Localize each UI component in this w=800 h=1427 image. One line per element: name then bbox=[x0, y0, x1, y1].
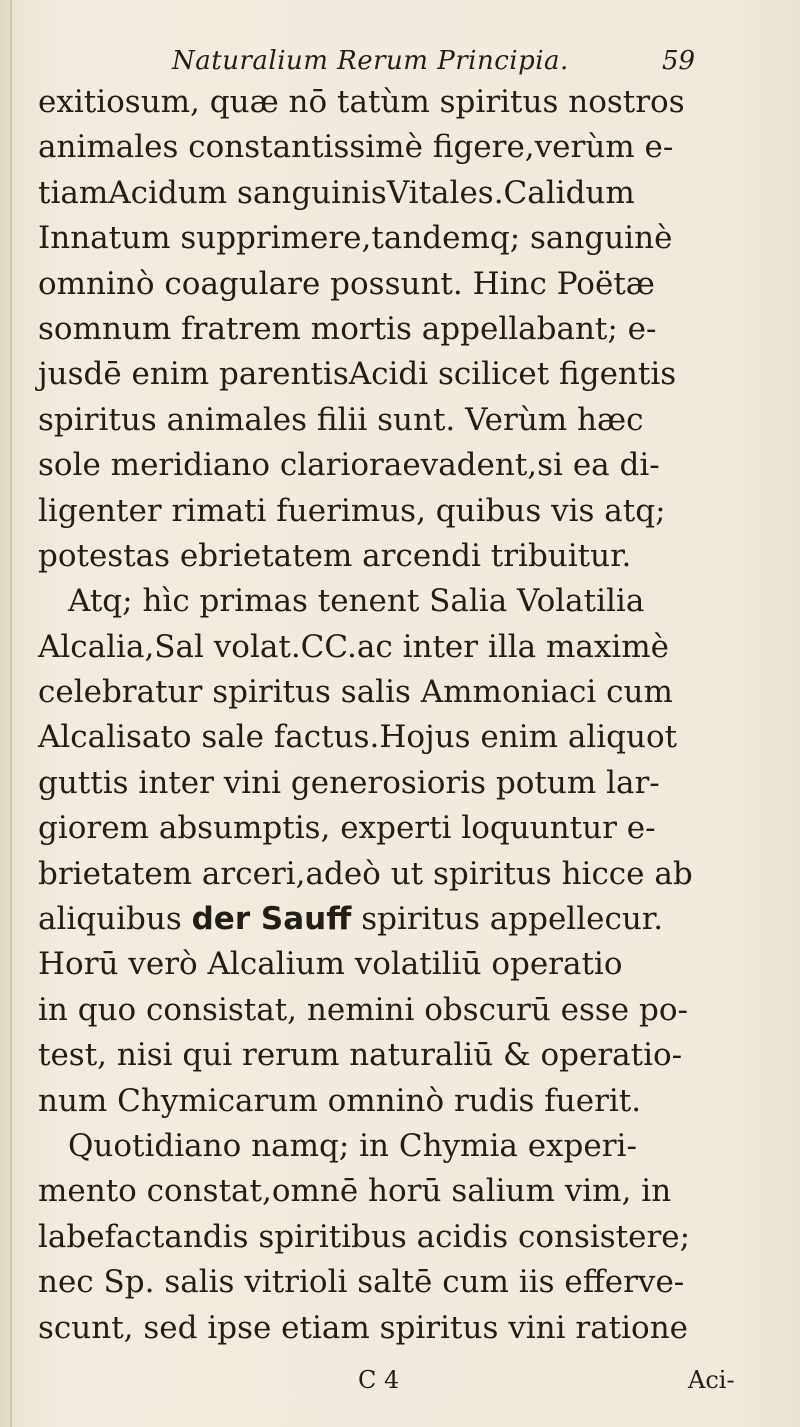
text-line: Alcalisato sale factus.Hojus enim aliquot bbox=[38, 719, 678, 756]
text-line: test, nisi qui rerum naturaliū & operatio- bbox=[38, 1037, 683, 1074]
page-gutter bbox=[10, 0, 12, 1427]
text-line: omninò coagulare possunt. Hinc Poëtæ bbox=[38, 265, 655, 302]
signature-mark: C 4 bbox=[358, 1366, 400, 1394]
text-line: animales constantissimè figere,verùm e- bbox=[38, 129, 674, 166]
text-line: brietatem arceri,adeò ut spiritus hicce ab bbox=[38, 855, 693, 892]
running-head: Naturalium Rerum Principia. bbox=[172, 46, 569, 76]
page-header bbox=[0, 40, 800, 80]
text-line: scunt, sed ipse etiam spiritus vini ratione bbox=[38, 1309, 689, 1346]
text-line: mento constat,omnē horū salium vim, in bbox=[38, 1173, 672, 1210]
text-fragment: spiritus appellecur. bbox=[351, 901, 664, 938]
text-line: guttis inter vini generosioris potum lar- bbox=[38, 764, 660, 801]
text-line: Innatum supprimere,tandemq; sanguinè bbox=[38, 220, 673, 257]
text-line: giorem absumptis, experti loquuntur e- bbox=[38, 810, 656, 847]
page-number: 59 bbox=[662, 46, 696, 76]
blackletter-phrase: der Sauff bbox=[191, 901, 352, 938]
text-line: num Chymicarum omninò rudis fuerit. bbox=[38, 1082, 642, 1119]
text-line: spiritus animales filii sunt. Verùm hæc bbox=[38, 401, 644, 438]
catchword: Aci- bbox=[688, 1366, 735, 1394]
text-line-mixed-type bbox=[38, 897, 768, 942]
text-line: in quo consistat, nemini obscurū esse po- bbox=[38, 991, 688, 1028]
text-line: nec Sp. salis vitrioli saltē cum iis efferve- bbox=[38, 1264, 685, 1301]
text-line: jusdē enim parentisAcidi scilicet figentis bbox=[38, 356, 677, 393]
paragraph-start-line: Quotidiano namq; in Chymia experi- bbox=[68, 1127, 637, 1164]
page-footer bbox=[0, 1366, 800, 1406]
text-fragment: aliquibus bbox=[38, 901, 192, 938]
text-line: sole meridiano clarioraevadent,si ea di- bbox=[38, 447, 660, 484]
text-line: exitiosum, quæ nō tatùm spiritus nostros bbox=[38, 84, 685, 120]
text-line: tiamAcidum sanguinisVitales.Calidum bbox=[38, 174, 635, 211]
text-line: Alcalia,Sal volat.CC.ac inter illa maximè bbox=[38, 628, 670, 665]
text-line: Horū verò Alcalium volatiliū operatio bbox=[38, 946, 623, 983]
text-line: somnum fratrem mortis appellabant; e- bbox=[38, 310, 657, 347]
text-line: celebratur spiritus salis Ammoniaci cum bbox=[38, 674, 673, 711]
paragraph-start-line: Atq; hìc primas tenent Salia Volatilia bbox=[68, 583, 645, 620]
text-line: labefactandis spiritibus acidis consistere; bbox=[38, 1218, 691, 1255]
text-line: potestas ebrietatem arcendi tribuitur. bbox=[38, 537, 632, 574]
body-text bbox=[38, 80, 768, 1351]
text-line: ligenter rimati fuerimus, quibus vis atq; bbox=[38, 492, 666, 529]
